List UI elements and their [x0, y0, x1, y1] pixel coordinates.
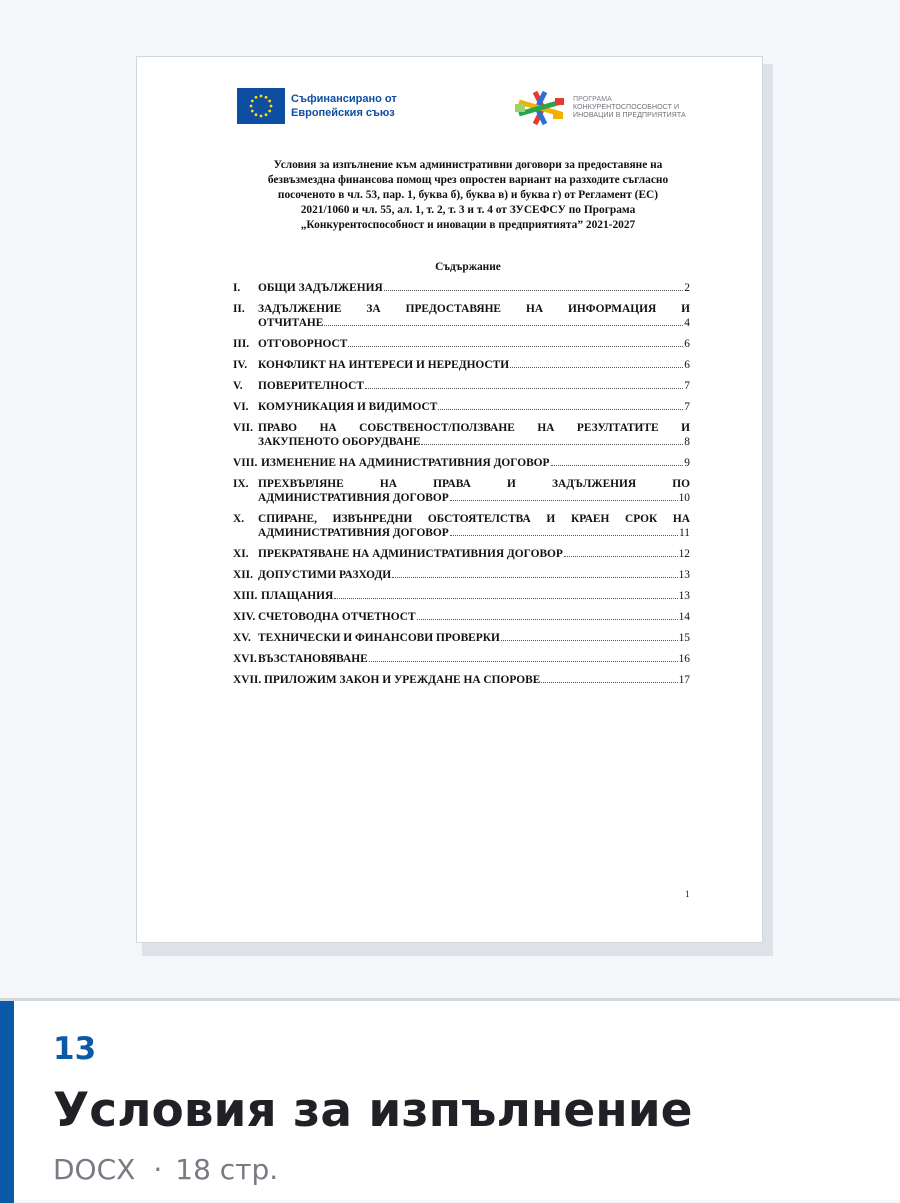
- file-format: DOCX: [53, 1153, 136, 1186]
- toc-entry-title: АДМИНИСТРАТИВНИЯ ДОГОВОР: [258, 527, 449, 539]
- document-title-line: Условия за изпълнение към административни договори за предоставяне на: [273, 159, 663, 171]
- toc-entry-title: ПЛАЩАНИЯ: [261, 590, 334, 602]
- toc-entry-number: IV.: [233, 359, 248, 371]
- toc-entry-page: 9: [684, 457, 690, 469]
- toc-entry-title-line1: ПРЕХВЪРЛЯНЕ НА ПРАВА И ЗАДЪЛЖЕНИЯ ПО: [258, 478, 690, 490]
- toc-entry-page: 17: [678, 674, 690, 686]
- eu-logo-line1: Съфинансирано от: [291, 93, 397, 105]
- toc-entry-page: 8: [684, 436, 690, 448]
- item-title[interactable]: Условия за изпълнение: [53, 1083, 693, 1138]
- toc-entry-title: КОМУНИКАЦИЯ И ВИДИМОСТ: [258, 401, 438, 413]
- toc-dot-leader: [384, 290, 684, 291]
- toc-dot-leader: [334, 598, 677, 599]
- eu-flag-icon: [237, 88, 285, 124]
- document-title-line: 2021/1060 и чл. 55, ал. 1, т. 2, т. 3 и т. 4 от ЗУСЕФСУ по Програма: [300, 204, 636, 216]
- toc-entry-title: ОБЩИ ЗАДЪЛЖЕНИЯ: [258, 282, 383, 294]
- toc-dot-leader: [438, 409, 683, 410]
- page-count: 18 стр.: [175, 1153, 279, 1186]
- toc-dot-leader: [369, 661, 678, 662]
- toc-dot-leader: [450, 535, 678, 536]
- toc-entry-title: ПРИЛОЖИМ ЗАКОН И УРЕЖДАНЕ НА СПОРОВЕ: [264, 674, 541, 686]
- toc-entry-page: 12: [678, 548, 690, 560]
- toc-entry-title: ОТГОВОРНОСТ: [258, 338, 348, 350]
- toc-dot-leader: [421, 444, 683, 445]
- toc-entry-title: ДОПУСТИМИ РАЗХОДИ: [258, 569, 392, 581]
- toc-entry-title: ИЗМЕНЕНИЕ НА АДМИНИСТРАТИВНИЯ ДОГОВОР: [261, 457, 550, 469]
- toc-entry-page: 7: [684, 380, 690, 392]
- toc-entry-number: IX.: [233, 478, 249, 490]
- item-number: 13: [53, 1031, 97, 1067]
- toc-entry-number: VII.: [233, 422, 253, 434]
- meta-separator: ·: [153, 1153, 163, 1186]
- toc-dot-leader: [324, 325, 683, 326]
- toc-entry-number: XVI.: [233, 653, 257, 665]
- toc-dot-leader: [501, 640, 678, 641]
- document-page-thumbnail[interactable]: [136, 56, 763, 943]
- toc-entry-page: 14: [678, 611, 690, 623]
- toc-entry-title: СЧЕТОВОДНА ОТЧЕТНОСТ: [258, 611, 416, 623]
- toc-entry-title: ОТЧИТАНЕ: [258, 317, 324, 329]
- toc-entry-page: 10: [678, 492, 690, 504]
- toc-entry-title-line1: ЗАДЪЛЖЕНИЕ ЗА ПРЕДОСТАВЯНЕ НА ИНФОРМАЦИЯ И: [258, 303, 690, 315]
- toc-entry-page: 2: [684, 282, 690, 294]
- toc-entry-title: ЗАКУПЕНОТО ОБОРУДВАНЕ: [258, 436, 421, 448]
- toc-entry-page: 4: [684, 317, 690, 329]
- toc-entry-page: 6: [684, 338, 690, 350]
- toc-entry-title: ТЕХНИЧЕСКИ И ФИНАНСОВИ ПРОВЕРКИ: [258, 632, 500, 644]
- page-number: 1: [685, 889, 690, 899]
- eu-cofunded-logo: [237, 88, 397, 124]
- toc-entry-page: 15: [678, 632, 690, 644]
- toc-heading: Съдържание: [435, 261, 501, 273]
- eu-logo-line2: Европейския съюз: [291, 107, 395, 119]
- toc-entry-number: XVII.: [233, 674, 262, 686]
- toc-dot-leader: [551, 465, 684, 466]
- toc-dot-leader: [365, 388, 683, 389]
- document-title-line: посоченото в чл. 53, пар. 1, буква б), буква в) и буква г) от Регламент (ЕС): [277, 189, 659, 201]
- toc-entry-page: 16: [678, 653, 690, 665]
- toc-entry-number: XI.: [233, 548, 249, 560]
- toc-dot-leader: [564, 556, 678, 557]
- toc-entry-number: III.: [233, 338, 250, 350]
- toc-dot-leader: [348, 346, 683, 347]
- toc-dot-leader: [450, 500, 678, 501]
- toc-entry-page: 13: [678, 569, 690, 581]
- toc-entry-number: V.: [233, 380, 243, 392]
- program-logo-line2: КОНКУРЕНТОСПОСОБНОСТ И: [573, 104, 680, 111]
- toc-entry-title: ПРЕКРАТЯВАНЕ НА АДМИНИСТРАТИВНИЯ ДОГОВОР: [258, 548, 563, 560]
- accent-bar: [0, 1001, 14, 1203]
- program-logo: [513, 88, 686, 128]
- toc-entry-title: АДМИНИСТРАТИВНИЯ ДОГОВОР: [258, 492, 449, 504]
- toc-entry-title: ВЪЗСТАНОВЯВАНЕ: [258, 653, 368, 665]
- toc-entry-page: 13: [678, 590, 690, 602]
- toc-entry-number: XIV.: [233, 611, 256, 623]
- toc-dot-leader: [541, 682, 677, 683]
- toc-dot-leader: [417, 619, 678, 620]
- toc-dot-leader: [510, 367, 683, 368]
- program-star-icon: [513, 88, 567, 128]
- toc-entry-title-line1: ПРАВО НА СОБСТВЕНОСТ/ПОЛЗВАНЕ НА РЕЗУЛТАТИТЕ И: [258, 422, 690, 434]
- program-logo-line3: ИНОВАЦИИ В ПРЕДПРИЯТИЯТА: [573, 112, 686, 119]
- toc-entry-number: I.: [233, 282, 241, 294]
- toc-entry-number: XIII.: [233, 590, 258, 602]
- toc-entry-number: X.: [233, 513, 245, 525]
- toc-entry-page: 11: [679, 527, 690, 539]
- toc-dot-leader: [392, 577, 677, 578]
- toc-entry-number: VI.: [233, 401, 249, 413]
- item-meta: [53, 1153, 278, 1186]
- document-title-line: безвъзмездна финансова помощ чрез опростен вариант на разходите съгласно: [267, 174, 669, 186]
- toc-entry-page: 7: [684, 401, 690, 413]
- toc-entry-number: II.: [233, 303, 245, 315]
- toc-entry-number: VIII.: [233, 457, 258, 469]
- document-title: [237, 158, 699, 233]
- toc-entry-number: XII.: [233, 569, 253, 581]
- toc-entry-page: 6: [684, 359, 690, 371]
- document-info-panel[interactable]: [0, 998, 900, 1200]
- toc-entry-title: ПОВЕРИТЕЛНОСТ: [258, 380, 364, 392]
- toc-entry-title-line1: СПИРАНЕ, ИЗВЪНРЕДНИ ОБСТОЯТЕЛСТВА И КРАЕН СРОК НА: [258, 513, 690, 525]
- document-title-line: „Конкурентоспособност и иновации в предприятията” 2021-2027: [300, 219, 636, 231]
- program-logo-line1: ПРОГРАМА: [573, 96, 612, 103]
- toc-entry-number: XV.: [233, 632, 251, 644]
- toc-entry-title: КОНФЛИКТ НА ИНТЕРЕСИ И НЕРЕДНОСТИ: [258, 359, 510, 371]
